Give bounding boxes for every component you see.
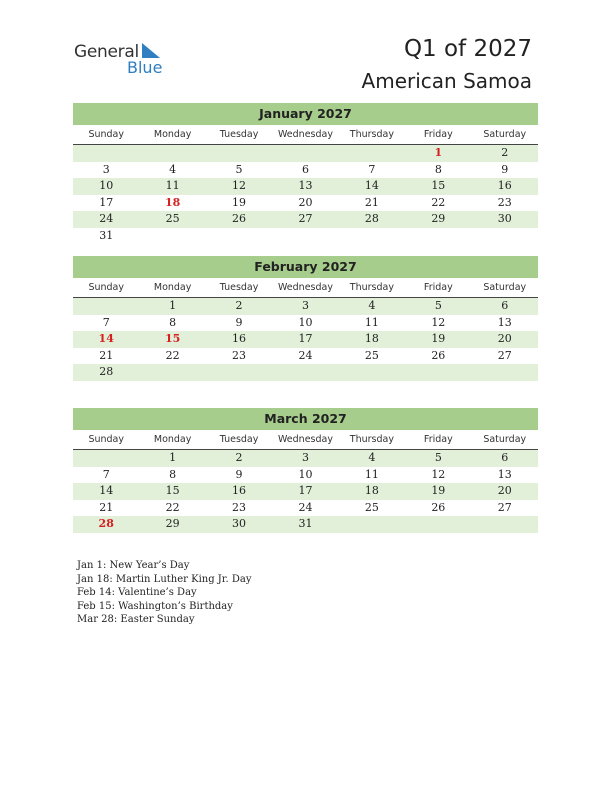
- day-cell: 23: [232, 348, 247, 362]
- day-cell: 4: [368, 299, 376, 312]
- week-row: [73, 211, 538, 228]
- day-cell: 23: [232, 500, 247, 514]
- day-cell: 12: [232, 179, 247, 193]
- day-cell: 1: [169, 299, 177, 312]
- weekday-label: Thursday: [349, 282, 394, 293]
- page-subtitle: American Samoa: [361, 69, 532, 93]
- day-cell: 6: [501, 451, 509, 464]
- empty-day-cell: [405, 364, 471, 381]
- empty-day-cell: [73, 145, 139, 162]
- empty-day-cell: [405, 228, 471, 245]
- weekday-header-row: [73, 125, 538, 145]
- day-cell: 23: [497, 195, 512, 209]
- day-cell: 5: [235, 162, 243, 176]
- week-row: [73, 483, 538, 500]
- logo-general-text: General: [74, 42, 139, 62]
- day-cell: 5: [434, 451, 442, 464]
- empty-day-cell: [272, 228, 338, 245]
- week-row: [73, 315, 538, 332]
- weekday-label: Tuesday: [219, 129, 259, 140]
- day-cell: 3: [102, 162, 110, 176]
- week-row: [73, 298, 538, 315]
- day-cell: 15: [165, 484, 180, 498]
- week-row: [73, 178, 538, 195]
- day-cell: 19: [431, 332, 446, 346]
- empty-day-cell: [339, 364, 405, 381]
- week-row: [73, 228, 538, 245]
- day-cell: 14: [99, 484, 114, 498]
- weekday-label: Sunday: [88, 434, 124, 445]
- day-cell: 17: [298, 332, 313, 346]
- week-row: [73, 500, 538, 517]
- week-row: [73, 331, 538, 348]
- month-calendar-february: [73, 256, 538, 381]
- empty-day-cell: [405, 516, 471, 533]
- empty-day-cell: [472, 516, 538, 533]
- empty-day-cell: [339, 228, 405, 245]
- empty-day-cell: [272, 364, 338, 381]
- weekday-label: Saturday: [483, 282, 527, 293]
- day-cell: 4: [368, 451, 376, 464]
- day-cell: 17: [298, 484, 313, 498]
- day-cell: 13: [497, 467, 512, 481]
- day-cell: 16: [232, 332, 247, 346]
- weekday-label: Saturday: [483, 129, 527, 140]
- day-cell: 21: [99, 500, 114, 514]
- day-cell: 11: [165, 179, 180, 193]
- month-title: February 2027: [73, 256, 538, 278]
- day-cell: 29: [165, 517, 180, 531]
- week-row: [73, 348, 538, 365]
- day-cell: 10: [298, 467, 313, 481]
- day-cell: 28: [364, 212, 379, 226]
- weekday-label: Thursday: [349, 129, 394, 140]
- day-cell: 27: [497, 500, 512, 514]
- holiday-note: Feb 15: Washington’s Birthday: [77, 600, 233, 612]
- day-cell: 8: [169, 467, 177, 481]
- weekday-label: Friday: [423, 129, 453, 140]
- weekday-label: Friday: [423, 282, 453, 293]
- page-title: Q1 of 2027: [403, 36, 532, 62]
- day-cell: 5: [434, 299, 442, 312]
- weekday-label: Tuesday: [219, 434, 259, 445]
- empty-day-cell: [139, 145, 205, 162]
- week-row: [73, 364, 538, 381]
- day-cell: 22: [165, 500, 180, 514]
- day-cell: 2: [235, 451, 243, 464]
- day-cell: 2: [235, 299, 243, 312]
- empty-day-cell: [139, 228, 205, 245]
- day-cell: 20: [497, 484, 512, 498]
- day-cell: 7: [102, 315, 110, 329]
- holiday-notes: [77, 559, 251, 627]
- day-cell: 10: [298, 315, 313, 329]
- day-cell: 7: [102, 467, 110, 481]
- day-cell: 30: [232, 517, 247, 531]
- logo-triangle-icon: [142, 43, 160, 58]
- day-cell: 20: [298, 195, 313, 209]
- weekday-label: Friday: [423, 434, 453, 445]
- empty-day-cell: [272, 145, 338, 162]
- weekday-header-row: [73, 430, 538, 450]
- day-cell: 26: [431, 500, 446, 514]
- day-cell: 3: [301, 451, 309, 464]
- empty-day-cell: [472, 228, 538, 245]
- month-title: January 2027: [73, 103, 538, 125]
- logo: [74, 42, 174, 78]
- day-cell: 16: [497, 179, 512, 193]
- day-cell: 30: [497, 212, 512, 226]
- day-cell: 7: [368, 162, 376, 176]
- day-cell: 31: [298, 517, 313, 531]
- day-cell: 19: [232, 195, 247, 209]
- day-cell: 19: [431, 484, 446, 498]
- month-title: March 2027: [73, 408, 538, 430]
- day-cell: 2: [501, 146, 509, 159]
- day-cell: 27: [497, 348, 512, 362]
- day-cell: 1: [169, 451, 177, 464]
- day-cell: 25: [364, 348, 379, 362]
- day-cell: 21: [364, 195, 379, 209]
- holiday-note: Jan 1: New Year’s Day: [77, 560, 190, 571]
- week-row: [73, 450, 538, 467]
- day-cell: 16: [232, 484, 247, 498]
- weekday-label: Sunday: [88, 129, 124, 140]
- day-cell: 14: [364, 179, 379, 193]
- weekday-label: Tuesday: [219, 282, 259, 293]
- day-cell: 9: [235, 315, 243, 329]
- weekday-label: Sunday: [88, 282, 124, 293]
- day-cell: 24: [298, 348, 313, 362]
- weekday-label: Wednesday: [277, 129, 333, 140]
- day-cell: 21: [99, 348, 114, 362]
- day-cell: 24: [298, 500, 313, 514]
- day-cell: 25: [165, 212, 180, 226]
- empty-day-cell: [206, 228, 272, 245]
- empty-day-cell: [73, 298, 139, 315]
- day-cell: 29: [431, 212, 446, 226]
- day-cell: 9: [235, 467, 243, 481]
- week-row: [73, 516, 538, 533]
- day-cell: 26: [232, 212, 247, 226]
- day-cell: 10: [99, 179, 114, 193]
- weekday-label: Thursday: [349, 434, 394, 445]
- empty-day-cell: [73, 450, 139, 467]
- holiday-day-cell: 18: [164, 195, 181, 209]
- weekday-label: Monday: [153, 434, 192, 445]
- day-cell: 11: [364, 467, 379, 481]
- day-cell: 28: [99, 365, 114, 379]
- weekday-label: Wednesday: [277, 282, 333, 293]
- day-cell: 31: [99, 228, 114, 242]
- day-cell: 13: [497, 315, 512, 329]
- day-cell: 6: [501, 299, 509, 312]
- day-cell: 13: [298, 179, 313, 193]
- day-cell: 11: [364, 315, 379, 329]
- holiday-day-cell: 15: [164, 332, 181, 346]
- weekday-header-row: [73, 278, 538, 298]
- holiday-day-cell: 28: [98, 517, 114, 531]
- day-cell: 8: [169, 315, 177, 329]
- day-cell: 26: [431, 348, 446, 362]
- logo-blue-text: Blue: [127, 58, 163, 77]
- holiday-day-cell: 14: [98, 332, 114, 346]
- holiday-note: Mar 28: Easter Sunday: [77, 614, 195, 625]
- day-cell: 20: [497, 332, 512, 346]
- empty-day-cell: [206, 364, 272, 381]
- day-cell: 12: [431, 467, 446, 481]
- empty-day-cell: [206, 145, 272, 162]
- day-cell: 18: [364, 332, 379, 346]
- day-cell: 9: [501, 162, 509, 176]
- empty-day-cell: [139, 364, 205, 381]
- week-row: [73, 162, 538, 179]
- weekday-label: Monday: [153, 282, 192, 293]
- day-cell: 18: [364, 484, 379, 498]
- day-cell: 8: [434, 162, 442, 176]
- holiday-day-cell: 1: [434, 146, 443, 159]
- day-cell: 22: [165, 348, 180, 362]
- weekday-label: Saturday: [483, 434, 527, 445]
- day-cell: 4: [169, 162, 177, 176]
- empty-day-cell: [339, 516, 405, 533]
- month-calendar-march: [73, 408, 538, 533]
- weekday-label: Monday: [153, 129, 192, 140]
- day-cell: 3: [301, 299, 309, 312]
- holiday-note: Feb 14: Valentine’s Day: [77, 587, 197, 598]
- empty-day-cell: [339, 145, 405, 162]
- day-cell: 12: [431, 315, 446, 329]
- month-calendar-january: [73, 103, 538, 245]
- day-cell: 17: [99, 195, 114, 209]
- day-cell: 15: [431, 179, 446, 193]
- week-row: [73, 145, 538, 162]
- weekday-label: Wednesday: [277, 434, 333, 445]
- week-row: [73, 195, 538, 212]
- empty-day-cell: [472, 364, 538, 381]
- day-cell: 6: [301, 162, 309, 176]
- holiday-note: Jan 18: Martin Luther King Jr. Day: [77, 573, 252, 585]
- day-cell: 24: [99, 212, 114, 226]
- day-cell: 22: [431, 195, 446, 209]
- day-cell: 25: [364, 500, 379, 514]
- week-row: [73, 467, 538, 484]
- day-cell: 27: [298, 212, 313, 226]
